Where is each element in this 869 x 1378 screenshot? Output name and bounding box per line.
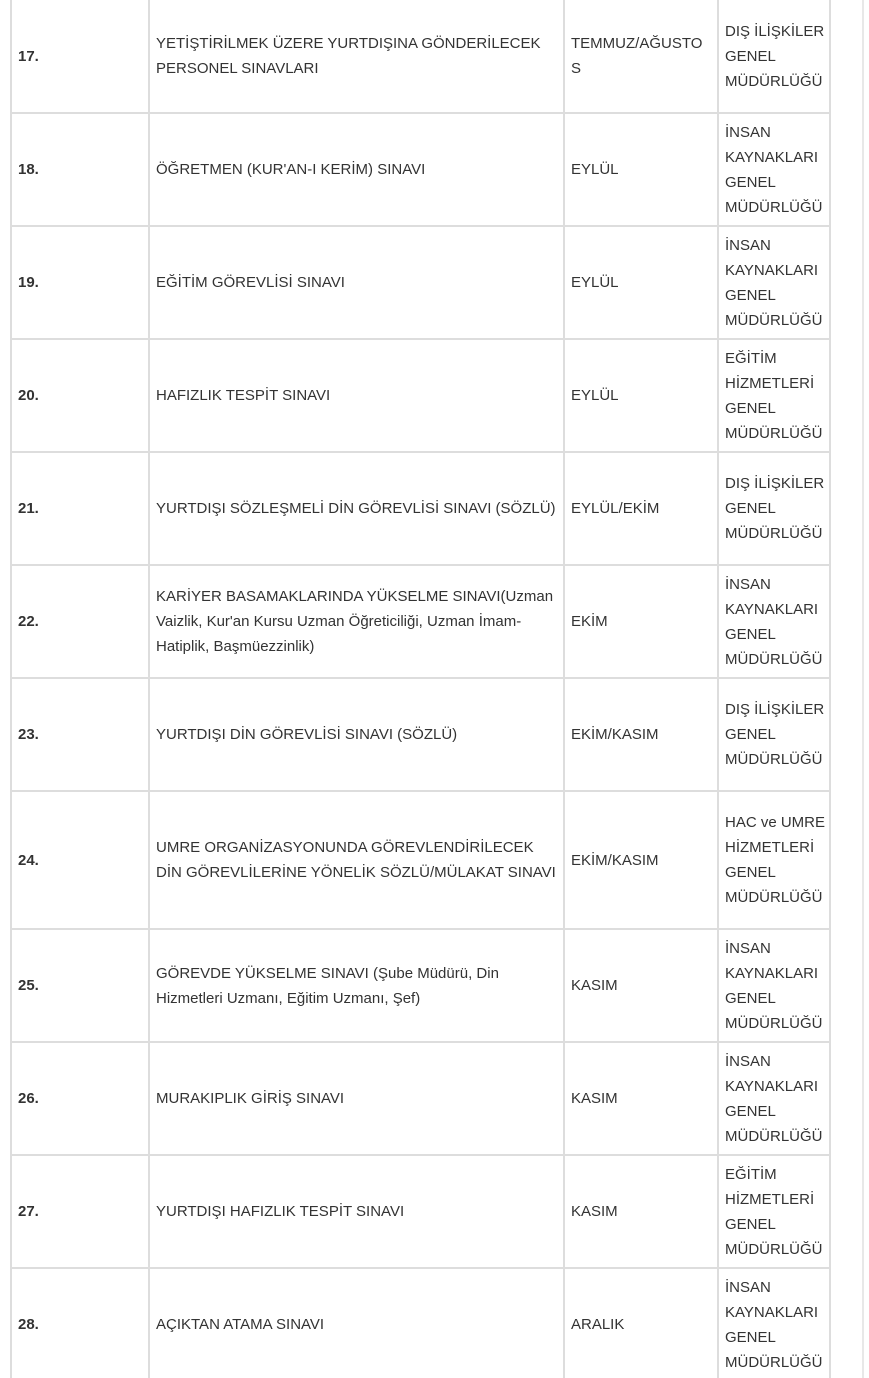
exam-name: GÖREVDE YÜKSELME SINAVI (Şube Müdürü, Din Hizmetleri Uzmanı, Eğitim Uzmanı, Şef) [149,929,564,1042]
responsible-department: İNSAN KAYNAKLARI GENEL MÜDÜRLÜĞÜ [718,929,830,1042]
responsible-department: İNSAN KAYNAKLARI GENEL MÜDÜRLÜĞÜ [718,226,830,339]
exam-name: YURTDIŞI DİN GÖREVLİSİ SINAVI (SÖZLÜ) [149,678,564,791]
exam-name: AÇIKTAN ATAMA SINAVI [149,1268,564,1378]
exam-name: UMRE ORGANİZASYONUNDA GÖREVLENDİRİLECEK DİN GÖREVLİLERİNE YÖNELİK SÖZLÜ/MÜLAKAT SINAVI [149,791,564,929]
row-number: 19. [11,226,149,339]
table-row [11,339,830,452]
table-row [11,226,830,339]
responsible-department: HAC ve UMRE HİZMETLERİ GENEL MÜDÜRLÜĞÜ [718,791,830,929]
table-row [11,0,830,113]
row-number: 27. [11,1155,149,1268]
responsible-department: DIŞ İLİŞKİLER GENEL MÜDÜRLÜĞÜ [718,0,830,113]
row-number: 18. [11,113,149,226]
table-row [11,565,830,678]
table-row [11,678,830,791]
exam-month: EYLÜL [564,226,718,339]
exam-month: EYLÜL [564,113,718,226]
row-number: 23. [11,678,149,791]
exam-name: MURAKIPLIK GİRİŞ SINAVI [149,1042,564,1155]
exam-month: TEMMUZ/AĞUSTOS [564,0,718,113]
row-number: 24. [11,791,149,929]
table-row [11,452,830,565]
table-row [11,1155,830,1268]
table-row [11,113,830,226]
exam-name: YURTDIŞI SÖZLEŞMELİ DİN GÖREVLİSİ SINAVI (SÖZLÜ) [149,452,564,565]
scrollbar-track[interactable] [862,0,864,1378]
responsible-department: İNSAN KAYNAKLARI GENEL MÜDÜRLÜĞÜ [718,565,830,678]
exam-name: KARİYER BASAMAKLARINDA YÜKSELME SINAVI(Uzman Vaizlik, Kur'an Kursu Uzman Öğreticiliği, Uzman İmam-Hatiplik, Başmüezzinlik) [149,565,564,678]
responsible-department: DIŞ İLİŞKİLER GENEL MÜDÜRLÜĞÜ [718,678,830,791]
responsible-department: DIŞ İLİŞKİLER GENEL MÜDÜRLÜĞÜ [718,452,830,565]
responsible-department: İNSAN KAYNAKLARI GENEL MÜDÜRLÜĞÜ [718,113,830,226]
exam-schedule-table [10,0,831,1378]
row-number: 26. [11,1042,149,1155]
table-row [11,791,830,929]
table-row [11,1042,830,1155]
exam-name: YETİŞTİRİLMEK ÜZERE YURTDIŞINA GÖNDERİLECEK PERSONEL SINAVLARI [149,0,564,113]
exam-month: KASIM [564,929,718,1042]
row-number: 20. [11,339,149,452]
responsible-department: EĞİTİM HİZMETLERİ GENEL MÜDÜRLÜĞÜ [718,1155,830,1268]
responsible-department: İNSAN KAYNAKLARI GENEL MÜDÜRLÜĞÜ [718,1268,830,1378]
exam-schedule-table-wrapper [10,0,829,1378]
row-number: 28. [11,1268,149,1378]
table-row [11,1268,830,1378]
exam-name: EĞİTİM GÖREVLİSİ SINAVI [149,226,564,339]
responsible-department: İNSAN KAYNAKLARI GENEL MÜDÜRLÜĞÜ [718,1042,830,1155]
exam-name: ÖĞRETMEN (KUR'AN-I KERİM) SINAVI [149,113,564,226]
row-number: 25. [11,929,149,1042]
exam-month: EYLÜL/EKİM [564,452,718,565]
exam-month: EKİM [564,565,718,678]
exam-month: EYLÜL [564,339,718,452]
exam-month: KASIM [564,1042,718,1155]
exam-month: EKİM/KASIM [564,791,718,929]
exam-name: HAFIZLIK TESPİT SINAVI [149,339,564,452]
exam-month: KASIM [564,1155,718,1268]
exam-name: YURTDIŞI HAFIZLIK TESPİT SINAVI [149,1155,564,1268]
row-number: 22. [11,565,149,678]
row-number: 21. [11,452,149,565]
exam-month: EKİM/KASIM [564,678,718,791]
exam-month: ARALIK [564,1268,718,1378]
row-number: 17. [11,0,149,113]
responsible-department: EĞİTİM HİZMETLERİ GENEL MÜDÜRLÜĞÜ [718,339,830,452]
table-row [11,929,830,1042]
